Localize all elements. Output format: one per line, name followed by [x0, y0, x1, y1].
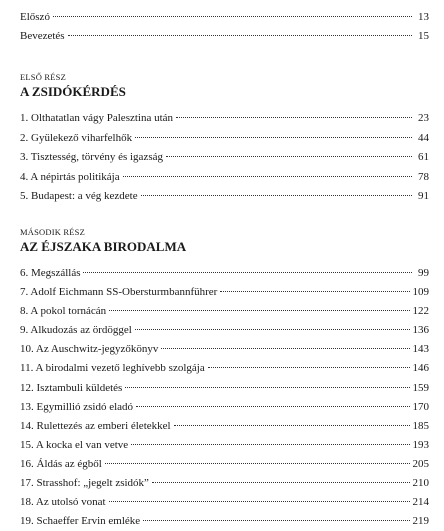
toc-entry[interactable] [20, 398, 429, 417]
toc-entry[interactable] [20, 455, 429, 474]
toc-entry-title: 1. Olthatatlan vágy Palesztina után [20, 112, 174, 124]
toc-entry-page: 214 [412, 496, 429, 509]
toc-entry-title: 3. Tisztesség, törvény és igazság [20, 151, 163, 164]
dot-leader [208, 367, 410, 368]
toc-entry-title: 2. Gyülekező viharfelhők [20, 131, 133, 144]
toc-entry[interactable] [20, 264, 429, 283]
toc-entry-title: 8. A pokol tornácán [20, 305, 107, 318]
dot-leader [136, 406, 409, 407]
toc-entry-page: 61 [418, 151, 429, 164]
toc-entry-page: 78 [418, 170, 429, 183]
toc-entry-title: 10. Az Auschwitz-jegyzőkönyv [20, 343, 159, 356]
toc-entry-page: 146 [412, 362, 429, 375]
dot-leader [123, 176, 412, 177]
toc-entry[interactable] [20, 109, 429, 129]
toc-entry[interactable] [20, 417, 429, 436]
toc-entry-page: 170 [412, 400, 429, 413]
dot-leader [174, 425, 410, 426]
front-matter [20, 8, 429, 46]
dot-leader [125, 387, 409, 388]
dot-leader [143, 520, 409, 521]
toc-entry-page: 122 [412, 305, 429, 318]
toc-entry[interactable] [20, 129, 429, 149]
toc-entry-page: 91 [418, 190, 429, 203]
toc-entry-title: 19. Schaeffer Ervin emléke [20, 515, 141, 528]
toc-entry-page: 185 [412, 419, 429, 432]
dot-leader [135, 137, 412, 138]
toc-entry-page: 13 [418, 11, 429, 23]
toc-entry-title: Bevezetés [20, 30, 65, 42]
toc-entry[interactable] [20, 148, 429, 168]
toc-entry[interactable] [20, 302, 429, 321]
part-label: ELSŐ RÉSZ [20, 72, 66, 82]
part-label: MÁSODIK RÉSZ [20, 226, 85, 237]
toc-entry-title: 18. Az utolsó vonat [20, 496, 106, 509]
dot-leader [152, 482, 410, 483]
toc-entry-title: 9. Alkudozás az ördöggel [20, 324, 132, 337]
toc-entry-page: 23 [418, 112, 429, 124]
dot-leader [68, 35, 412, 36]
toc-entry-page: 136 [412, 324, 429, 337]
dot-leader [105, 463, 410, 464]
toc-entry-page: 143 [412, 343, 429, 356]
toc-entry-title: Előszó [20, 11, 50, 23]
dot-leader [166, 156, 412, 157]
dot-leader [83, 272, 412, 273]
dot-leader [109, 501, 410, 502]
toc-entry-page: 99 [418, 266, 429, 279]
toc-entry[interactable] [20, 187, 429, 207]
dot-leader [161, 348, 409, 349]
dot-leader [220, 291, 409, 292]
toc-entry-page: 15 [418, 30, 429, 42]
toc-entry-title: 5. Budapest: a vég kezdete [20, 190, 138, 203]
toc-entry-title: 14. Rulettezés az emberi életekkel [20, 419, 171, 432]
toc-entry[interactable] [20, 512, 429, 531]
toc-entry-page: 210 [412, 477, 429, 489]
chapter-list [20, 264, 429, 531]
toc-entry-title: 16. Áldás az égből [20, 457, 102, 470]
toc-entry-title: 12. Isztambuli küldetés [20, 381, 123, 394]
toc-entry[interactable] [20, 340, 429, 359]
toc-entry[interactable] [20, 283, 429, 302]
toc-entry-page: 219 [412, 515, 429, 528]
toc-entry-title: 17. Strasshof: „jegelt zsidók” [20, 477, 149, 489]
toc-entry-title: 6. Megszállás [20, 266, 81, 279]
dot-leader [109, 310, 409, 311]
dot-leader [176, 117, 412, 118]
toc-entry[interactable] [20, 493, 429, 512]
dot-leader [53, 16, 412, 17]
dot-leader [135, 329, 410, 330]
chapter-list [20, 109, 429, 207]
toc-entry-title: 4. A népirtás politikája [20, 170, 120, 183]
toc-entry-page: 159 [412, 381, 429, 394]
table-of-contents [20, 8, 429, 531]
toc-entry-page: 109 [412, 286, 429, 299]
toc-entry[interactable] [20, 474, 429, 493]
toc-entry[interactable] [20, 27, 429, 46]
toc-entry-page: 193 [412, 438, 429, 451]
dot-leader [131, 444, 409, 445]
toc-entry-title: 7. Adolf Eichmann SS-Obersturmbannführer [20, 286, 218, 299]
part-title: A ZSIDÓKÉRDÉS [20, 84, 126, 99]
toc-entry-title: 11. A birodalmi vezető leghívebb szolgája [20, 362, 205, 375]
toc-entry-page: 205 [412, 457, 429, 470]
part-title: AZ ÉJSZAKA BIRODALMA [20, 238, 187, 254]
toc-entry-page: 44 [418, 131, 429, 144]
toc-entry-title: 15. A kocka el van vetve [20, 438, 129, 451]
dot-leader [141, 195, 412, 196]
toc-entry[interactable] [20, 436, 429, 455]
toc-entry[interactable] [20, 359, 429, 378]
toc-entry[interactable] [20, 168, 429, 188]
toc-entry[interactable] [20, 379, 429, 398]
toc-entry[interactable] [20, 321, 429, 340]
toc-entry[interactable] [20, 8, 429, 27]
toc-entry-title: 13. Egymillió zsidó eladó [20, 400, 134, 413]
